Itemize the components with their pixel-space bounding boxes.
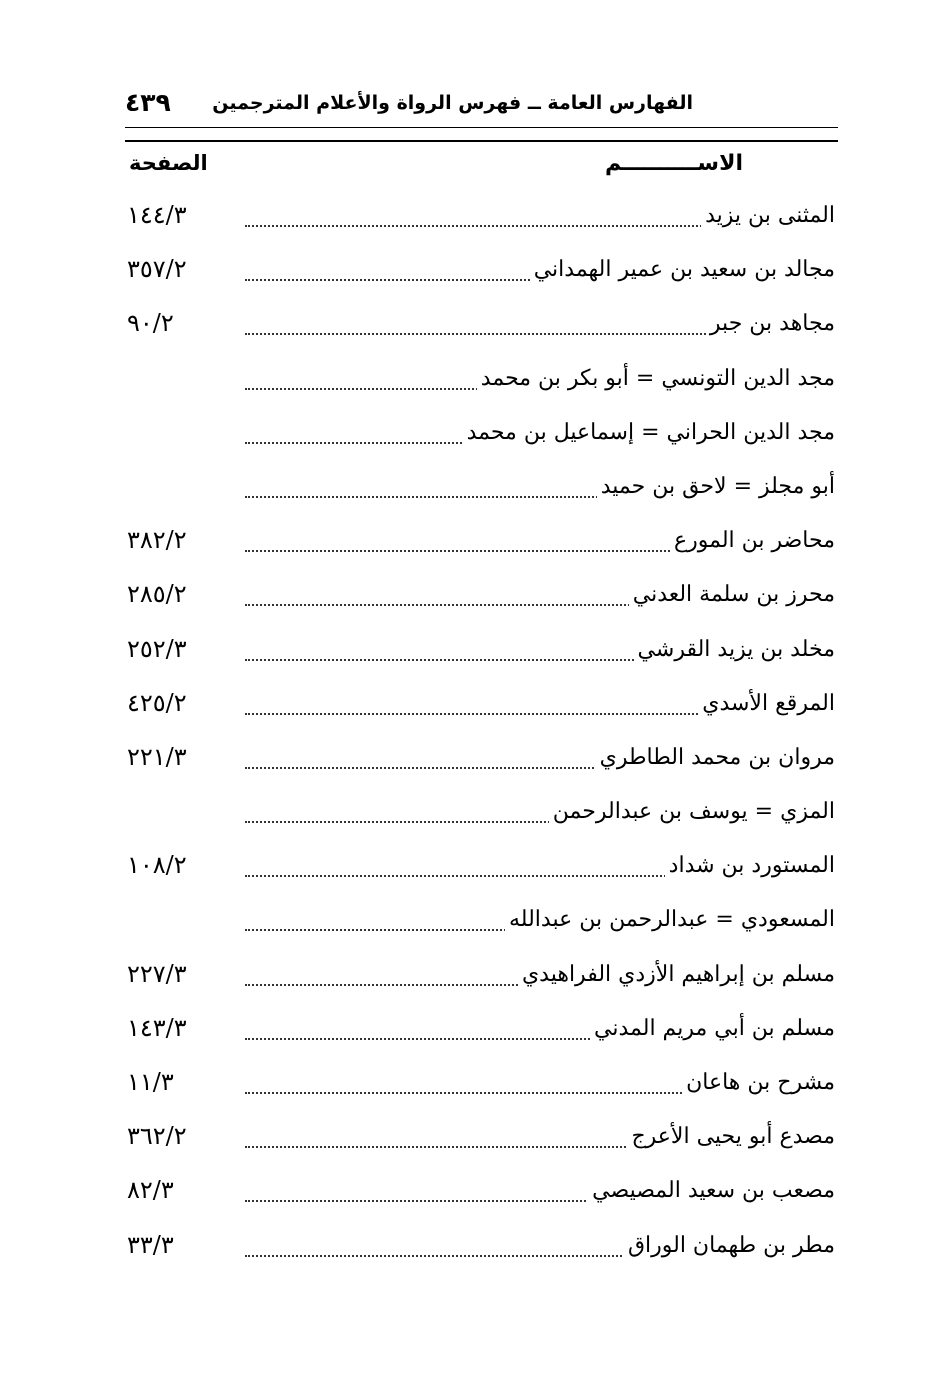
header-rule-thick: [125, 140, 838, 142]
entry-name: مسلم بن إبراهيم الأزدي الفراهيدي: [518, 962, 835, 987]
entry-name: مجالد بن سعيد بن عمير الهمداني: [530, 257, 835, 282]
entry-page-ref: ٣٣/٣: [127, 1230, 174, 1259]
entry-name: المزي = يوسف بن عبدالرحمن: [549, 799, 835, 824]
index-entry: [0, 412, 940, 466]
entry-page-ref: ٢٨٥/٢: [127, 580, 187, 609]
header-rule: [125, 127, 838, 128]
index-entry: [0, 1116, 940, 1170]
index-entry: [0, 1008, 940, 1062]
entry-name: المثنى بن يزيد: [701, 203, 835, 228]
entry-name: أبو مجلز = لاحق بن حميد: [597, 474, 835, 499]
index-entry: [0, 249, 940, 303]
index-entry: [0, 1225, 940, 1279]
index-entry: [0, 629, 940, 683]
index-entry: [0, 737, 940, 791]
entry-page-ref: ٢٢١/٣: [127, 742, 187, 771]
entry-page-ref: ٣٨٢/٢: [127, 526, 187, 555]
column-header: [125, 145, 838, 190]
entry-page-ref: ١٤٣/٣: [127, 1013, 187, 1042]
index-entry: [0, 845, 940, 899]
running-header: [125, 88, 838, 126]
index-entry: [0, 1062, 940, 1116]
entry-page-ref: ١١/٣: [127, 1068, 174, 1096]
entry-name: مجاهد بن جبر: [706, 311, 835, 336]
entry-name: مخلد بن يزيد القرشي: [634, 637, 835, 662]
entry-name: مشرح بن هاعان: [682, 1070, 835, 1095]
entry-name: مروان بن محمد الطاطري: [596, 745, 835, 770]
entry-page-ref: ٣٦٢/٢: [127, 1122, 187, 1151]
entry-name: مجد الدين الحراني = إسماعيل بن محمد: [463, 420, 835, 445]
index-entry: [0, 954, 940, 1008]
entry-name: المرقع الأسدي: [698, 691, 835, 716]
entry-name: المسعودي = عبدالرحمن بن عبدالله: [505, 907, 835, 932]
index-entry: [0, 303, 940, 357]
entry-name: مطر بن طهمان الوراق: [624, 1233, 835, 1258]
entry-name: مجد الدين التونسي = أبو بكر بن محمد: [477, 366, 835, 391]
entry-page-ref: ٤٢٥/٢: [127, 688, 187, 717]
entry-name: مصعب بن سعيد المصيصي: [588, 1178, 835, 1203]
index-entry: [0, 520, 940, 574]
index-entry: [0, 466, 940, 520]
page-number: ٤٣٩: [125, 88, 171, 117]
index-entries: [0, 195, 940, 1279]
entry-name: المستورد بن شداد: [665, 853, 835, 878]
entry-name: محاضر بن المورع: [670, 528, 835, 553]
index-entry: [0, 683, 940, 737]
entry-page-ref: ٣٥٧/٢: [127, 255, 187, 284]
entry-name: مصدع أبو يحيى الأعرج: [627, 1124, 835, 1149]
entry-page-ref: ٢٥٢/٣: [127, 634, 187, 663]
index-entry: [0, 899, 940, 953]
entry-page-ref: ٨٢/٣: [127, 1176, 174, 1205]
entry-name: مسلم بن أبي مريم المدني: [590, 1016, 835, 1041]
entry-page-ref: ١٠٨/٢: [127, 851, 187, 880]
index-entry: [0, 358, 940, 412]
header-title: الفهارس العامة ــ فهرس الرواة والأعلام المترجمين: [212, 92, 693, 114]
index-entry: [0, 195, 940, 249]
column-page-heading: الصفحة: [129, 151, 208, 175]
entry-page-ref: ١٤٤/٣: [127, 201, 187, 229]
column-name-heading: الاســــــــــم: [604, 151, 743, 176]
index-entry: [0, 791, 940, 845]
index-entry: [0, 574, 940, 628]
entry-page-ref: ٢٢٧/٣: [127, 959, 187, 988]
entry-name: محرز بن سلمة العدني: [629, 582, 835, 607]
entry-page-ref: ٩٠/٢: [127, 309, 174, 338]
index-entry: [0, 1170, 940, 1224]
